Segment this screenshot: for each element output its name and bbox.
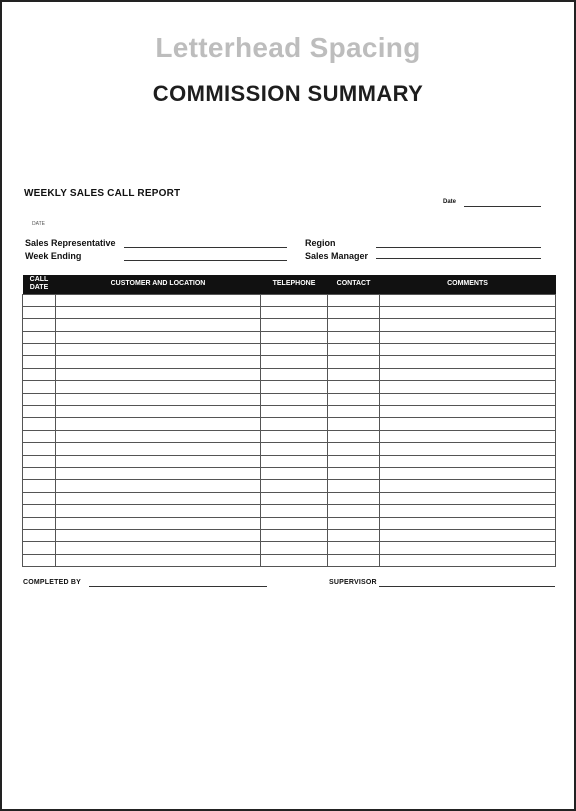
cell-contact[interactable] — [328, 505, 380, 517]
cell-call-date[interactable] — [23, 443, 56, 455]
cell-comments[interactable] — [380, 294, 556, 306]
cell-telephone[interactable] — [261, 393, 328, 405]
cell-customer[interactable] — [56, 418, 261, 430]
cell-telephone[interactable] — [261, 306, 328, 318]
cell-contact[interactable] — [328, 480, 380, 492]
cell-contact[interactable] — [328, 294, 380, 306]
cell-call-date[interactable] — [23, 529, 56, 541]
cell-contact[interactable] — [328, 331, 380, 343]
table-row — [23, 529, 556, 541]
cell-telephone[interactable] — [261, 443, 328, 455]
cell-call-date[interactable] — [23, 294, 56, 306]
cell-comments[interactable] — [380, 542, 556, 554]
cell-telephone[interactable] — [261, 542, 328, 554]
cell-contact[interactable] — [328, 406, 380, 418]
cell-customer[interactable] — [56, 492, 261, 504]
table-row — [23, 455, 556, 467]
cell-telephone[interactable] — [261, 319, 328, 331]
date-label: Date — [443, 199, 457, 205]
cell-call-date[interactable] — [23, 393, 56, 405]
cell-call-date[interactable] — [23, 306, 56, 318]
cell-telephone[interactable] — [261, 294, 328, 306]
cell-telephone[interactable] — [261, 368, 328, 380]
table-header-row — [23, 275, 556, 294]
cell-call-date[interactable] — [23, 542, 56, 554]
table-row — [23, 554, 556, 566]
table-row — [23, 306, 556, 318]
cell-comments[interactable] — [380, 505, 556, 517]
cell-customer[interactable] — [56, 529, 261, 541]
cell-contact[interactable] — [328, 381, 380, 393]
cell-comments[interactable] — [380, 319, 556, 331]
cell-telephone[interactable] — [261, 356, 328, 368]
table-row — [23, 356, 556, 368]
cell-customer[interactable] — [56, 344, 261, 356]
cell-contact[interactable] — [328, 344, 380, 356]
cell-telephone[interactable] — [261, 517, 328, 529]
table-row — [23, 368, 556, 380]
cell-contact[interactable] — [328, 467, 380, 479]
cell-call-date[interactable] — [23, 381, 56, 393]
cell-customer[interactable] — [56, 430, 261, 442]
cell-contact[interactable] — [328, 306, 380, 318]
completed-by-field[interactable] — [89, 586, 267, 587]
cell-call-date[interactable] — [23, 467, 56, 479]
cell-telephone[interactable] — [261, 344, 328, 356]
cell-comments[interactable] — [380, 406, 556, 418]
table-row — [23, 443, 556, 455]
cell-comments[interactable] — [380, 455, 556, 467]
cell-call-date[interactable] — [23, 492, 56, 504]
small-date-label: DATE — [32, 221, 45, 227]
column-header-telephone: TELEPHONE — [272, 280, 316, 288]
cell-telephone[interactable] — [261, 381, 328, 393]
cell-contact[interactable] — [328, 542, 380, 554]
cell-telephone[interactable] — [261, 480, 328, 492]
cell-call-date[interactable] — [23, 356, 56, 368]
table-row — [23, 344, 556, 356]
cell-contact[interactable] — [328, 368, 380, 380]
table-row — [23, 467, 556, 479]
cell-customer[interactable] — [56, 517, 261, 529]
table-row — [23, 418, 556, 430]
table-row — [23, 319, 556, 331]
cell-telephone[interactable] — [261, 529, 328, 541]
table-row — [23, 542, 556, 554]
cell-comments[interactable] — [380, 381, 556, 393]
cell-customer[interactable] — [56, 406, 261, 418]
cell-comments[interactable] — [380, 393, 556, 405]
cell-customer[interactable] — [56, 455, 261, 467]
table-row — [23, 517, 556, 529]
cell-customer[interactable] — [56, 331, 261, 343]
cell-call-date[interactable] — [23, 554, 56, 566]
cell-comments[interactable] — [380, 356, 556, 368]
cell-telephone[interactable] — [261, 492, 328, 504]
table-row — [23, 430, 556, 442]
column-header-comments: COMMENTS — [447, 280, 488, 288]
cell-telephone[interactable] — [261, 505, 328, 517]
sales-manager-label: Sales Manager — [305, 251, 369, 261]
cell-customer[interactable] — [56, 368, 261, 380]
cell-contact[interactable] — [328, 418, 380, 430]
letterhead-placeholder: Letterhead Spacing — [155, 32, 421, 63]
cell-telephone[interactable] — [261, 430, 328, 442]
cell-comments[interactable] — [380, 529, 556, 541]
cell-comments[interactable] — [380, 554, 556, 566]
table-body — [23, 294, 556, 567]
cell-contact[interactable] — [328, 529, 380, 541]
cell-call-date[interactable] — [23, 480, 56, 492]
cell-comments[interactable] — [380, 467, 556, 479]
date-field[interactable] — [464, 206, 541, 207]
cell-comments[interactable] — [380, 344, 556, 356]
sales-manager-field[interactable] — [376, 258, 541, 259]
sales-rep-field[interactable] — [124, 247, 287, 248]
cell-comments[interactable] — [380, 492, 556, 504]
cell-call-date[interactable] — [23, 418, 56, 430]
page-title: COMMISSION SUMMARY — [152, 81, 424, 106]
table-row — [23, 393, 556, 405]
cell-call-date[interactable] — [23, 505, 56, 517]
table-row — [23, 381, 556, 393]
cell-telephone[interactable] — [261, 455, 328, 467]
region-field[interactable] — [376, 247, 541, 248]
cell-telephone[interactable] — [261, 467, 328, 479]
cell-telephone[interactable] — [261, 406, 328, 418]
supervisor-field[interactable] — [379, 586, 555, 587]
cell-customer[interactable] — [56, 554, 261, 566]
cell-contact[interactable] — [328, 517, 380, 529]
cell-call-date[interactable] — [23, 517, 56, 529]
cell-comments[interactable] — [380, 368, 556, 380]
cell-call-date[interactable] — [23, 344, 56, 356]
cell-telephone[interactable] — [261, 554, 328, 566]
cell-call-date[interactable] — [23, 331, 56, 343]
cell-contact[interactable] — [328, 455, 380, 467]
cell-comments[interactable] — [380, 331, 556, 343]
table-row — [23, 406, 556, 418]
cell-comments[interactable] — [380, 306, 556, 318]
week-ending-label: Week Ending — [25, 251, 82, 261]
week-ending-field[interactable] — [124, 260, 287, 261]
cell-contact[interactable] — [328, 430, 380, 442]
sales-call-table — [22, 275, 555, 567]
cell-customer[interactable] — [56, 356, 261, 368]
cell-comments[interactable] — [380, 418, 556, 430]
cell-contact[interactable] — [328, 554, 380, 566]
cell-telephone[interactable] — [261, 331, 328, 343]
cell-customer[interactable] — [56, 381, 261, 393]
cell-comments[interactable] — [380, 443, 556, 455]
cell-call-date[interactable] — [23, 455, 56, 467]
table-row — [23, 331, 556, 343]
report-title: WEEKLY SALES CALL REPORT — [24, 188, 181, 199]
cell-customer[interactable] — [56, 505, 261, 517]
cell-comments[interactable] — [380, 517, 556, 529]
column-header-customer: CUSTOMER AND LOCATION — [110, 280, 206, 288]
cell-contact[interactable] — [328, 443, 380, 455]
cell-customer[interactable] — [56, 542, 261, 554]
table-row — [23, 294, 556, 306]
cell-contact[interactable] — [328, 393, 380, 405]
cell-comments[interactable] — [380, 430, 556, 442]
cell-contact[interactable] — [328, 319, 380, 331]
column-header-call-date: CALL DATE — [29, 276, 49, 292]
table-row — [23, 505, 556, 517]
cell-contact[interactable] — [328, 492, 380, 504]
cell-customer[interactable] — [56, 294, 261, 306]
table-row — [23, 492, 556, 504]
completed-by-label: COMPLETED BY — [23, 579, 82, 586]
cell-customer[interactable] — [56, 480, 261, 492]
cell-customer[interactable] — [56, 306, 261, 318]
region-label: Region — [305, 238, 336, 248]
sales-rep-label: Sales Representative — [25, 238, 116, 248]
cell-customer[interactable] — [56, 319, 261, 331]
column-header-contact: CONTACT — [336, 280, 371, 288]
cell-customer[interactable] — [56, 467, 261, 479]
cell-telephone[interactable] — [261, 418, 328, 430]
cell-customer[interactable] — [56, 393, 261, 405]
cell-call-date[interactable] — [23, 368, 56, 380]
table-row — [23, 480, 556, 492]
cell-comments[interactable] — [380, 480, 556, 492]
cell-call-date[interactable] — [23, 430, 56, 442]
cell-call-date[interactable] — [23, 319, 56, 331]
cell-contact[interactable] — [328, 356, 380, 368]
cell-call-date[interactable] — [23, 406, 56, 418]
cell-customer[interactable] — [56, 443, 261, 455]
supervisor-label: SUPERVISOR — [329, 579, 377, 586]
